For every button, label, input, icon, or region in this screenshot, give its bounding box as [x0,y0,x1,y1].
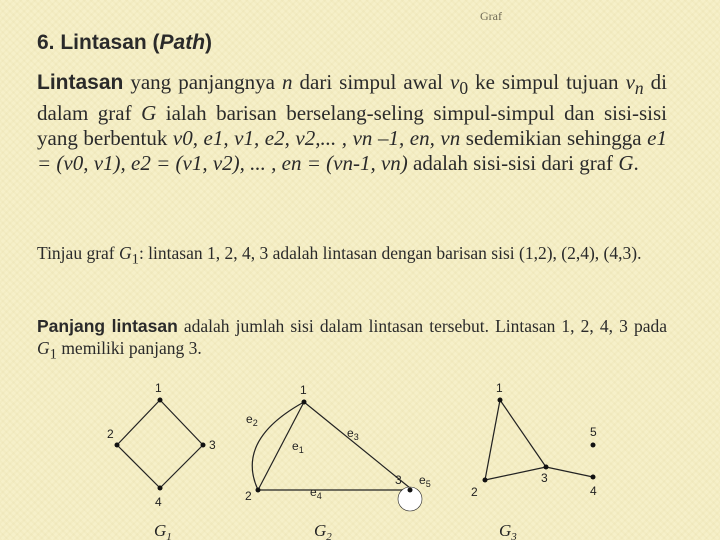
g3-vertex-2 [483,478,488,483]
graph-g2 [245,383,431,540]
g1-edge-1-2 [117,400,160,445]
g2-vertex-2 [256,488,261,493]
g3-vertex-5 [591,443,596,448]
g2-vertex-3 [408,488,413,493]
g1-label-4: 4 [155,495,162,509]
g2-caption: $G_2$ [314,521,332,540]
g3-edge-2-3 [485,467,546,480]
g2-label-e1: $e_1$ [292,439,304,455]
g2-label-3: 3 [395,473,402,487]
g2-label-1: 1 [300,383,307,397]
example-graphs [0,370,720,540]
g3-label-4: 4 [590,484,597,498]
g3-edge-1-3 [500,400,546,467]
slide-header: Graf [480,9,502,23]
g1-vertex-1 [158,398,163,403]
g2-label-e2: $e_2$ [246,412,258,428]
g2-label-e4: $e_4$ [310,485,322,501]
g1-edge-3-4 [160,445,203,488]
g3-edge-3-4 [546,467,593,477]
slide-title: 6. Lintasan (Path) [37,31,213,54]
g2-vertex-1 [302,400,307,405]
path-length-paragraph: Panjang lintasan adalah jumlah sisi dalam lintasan tersebut. Lintasan 1, 2, 4, 3 pada $G_1$ memiliki panjang 3. [37,316,668,363]
g3-label-3: 3 [541,471,548,485]
g2-label-2: 2 [245,489,252,503]
g3-label-2: 2 [471,485,478,499]
g1-edge-2-4 [117,445,160,488]
g3-vertex-3 [544,465,549,470]
g1-label-1: 1 [155,381,162,395]
g1-vertex-2 [115,443,120,448]
g2-label-e3: $e_3$ [347,426,359,442]
graph-g3 [471,381,597,540]
g1-edge-1-3 [160,400,203,445]
g2-label-e5: $e_5$ [419,473,431,489]
g1-label-2: 2 [107,427,114,441]
g3-edge-1-2 [485,400,500,480]
g3-vertex-1 [498,398,503,403]
g1-vertex-3 [201,443,206,448]
g3-label-1: 1 [496,381,503,395]
g1-caption: $G_1$ [154,521,172,540]
g1-vertex-4 [158,486,163,491]
g1-label-3: 3 [209,438,216,452]
g3-vertex-4 [591,475,596,480]
g3-label-5: 5 [590,425,597,439]
example-paragraph: Tinjau graf $G_1$: lintasan 1, 2, 4, 3 adalah lintasan dengan barisan sisi (1,2), (2,4), (4,3). [37,243,642,268]
path-definition-paragraph: Lintasan yang panjangnya n dari simpul awal $v_0$ ke simpul tujuan $v_n$ di dalam graf G ialah barisan berselang-seling simpul-simpul dan sisi-sisi yang berbentuk v0, e1, v1, e2, v2,... , vn –1, en, vn sedemikian sehingga e1 = (v0, v1), e2 = (v1, v2), ... , en = (vn-1, vn) adalah sisi-sisi dari graf G. [37,70,667,176]
graph-g1 [107,381,216,540]
g3-caption: $G_3$ [499,521,517,540]
